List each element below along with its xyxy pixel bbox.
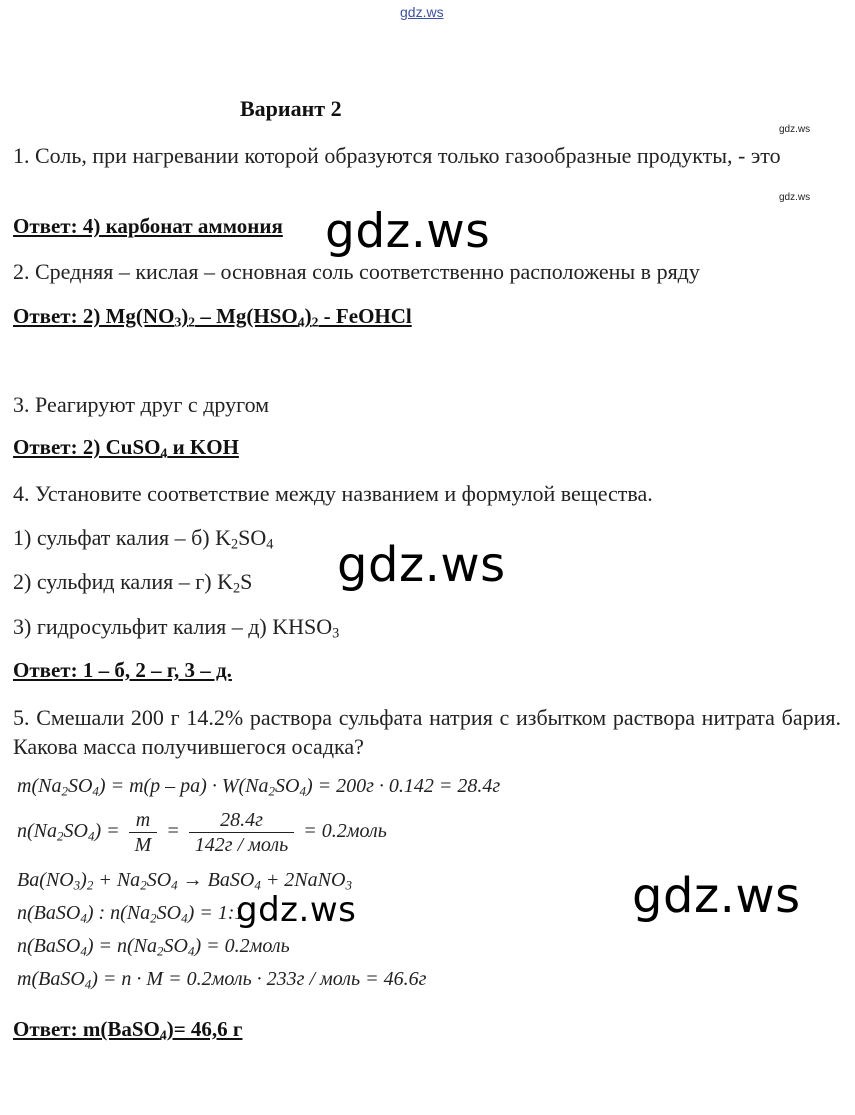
question-2: 2. Средняя – кислая – основная соль соответственно расположены в ряду (13, 259, 700, 284)
watermark-small: gdz.ws (779, 192, 811, 203)
watermark-big: gdz.ws (337, 537, 506, 593)
match-1: 1) сульфат калия – б) $K_2SO_4$ (13, 525, 274, 553)
match-2: 2) сульфид калия – г) $K_2S$ (13, 569, 253, 597)
question-3: 3. Реагируют друг с другом (13, 392, 270, 417)
question-4: 4. Установите соответствие между названием и формулой вещества. (13, 481, 653, 506)
answer-3: Ответ: 2) CuSO$_4$ и KOH (13, 435, 239, 461)
question-1: 1. Соль, при нагревании которой образуются только газообразные продукты, - это (13, 143, 781, 168)
answer-5: Ответ: m(BaSO$_4$)= 46,6 г (13, 1017, 243, 1043)
formula-mass-na2so4: $m(Na_2SO_4) = m(p - pa) \cdot W(Na_2SO_4) = 200г \cdot 0.142 = 28.4г$ (17, 775, 501, 799)
formula-moles-baso4: n(BaSO$_4$) = $n(Na_2SO_4)$ = 0.2моль (17, 935, 290, 959)
question-5: 5. Смешали 200 г 14.2% раствора сульфата натрия с избытком раствора нитрата бария. Какова масса получившегося осадка? (13, 705, 841, 759)
watermark-big: gdz.ws (236, 890, 357, 930)
answer-1: Ответ: 4) карбонат аммония (13, 214, 283, 238)
formula-moles-na2so4: $n(Na_2SO_4)$ = $\frac{m}{M}$ = $\frac{28.4г}{\text{142г / моль}}$ = 0.2моль (17, 809, 387, 856)
match-3: 3) гидросульфит калия – д) $KHSO_3$ (13, 614, 340, 642)
formula-ratio: n(BaSO$_4$) : $n(Na_2SO_4)$ = 1:1 (17, 902, 245, 926)
formula-mass-baso4: m(BaSO$_4$) = n · M = 0.2моль · 233г / моль = 46.6г (17, 968, 427, 992)
page-title: Вариант 2 (240, 96, 342, 121)
fraction-m-over-M: $\frac{m}{M}$ (129, 808, 158, 857)
watermark-big: gdz.ws (325, 204, 491, 259)
fraction-mass-over-molar: $\frac{28.4г}{\text{142г / моль}}$ (189, 808, 294, 857)
watermark-top[interactable]: gdz.ws (400, 4, 444, 20)
answer-4: Ответ: 1 – б, 2 – г, 3 – д. (13, 658, 232, 682)
watermark-small: gdz.ws (779, 124, 811, 135)
reaction-equation: $Ba(NO_3)_2 + Na_2SO_4$ → BaSO$_4$ + 2NaNO$_3$ (17, 869, 352, 893)
answer-2: Ответ: 2) $Mg(NO_3)_2 - Mg(HSO_4)_2$ - FeOHCl (13, 304, 412, 330)
watermark-big: gdz.ws (632, 868, 801, 924)
